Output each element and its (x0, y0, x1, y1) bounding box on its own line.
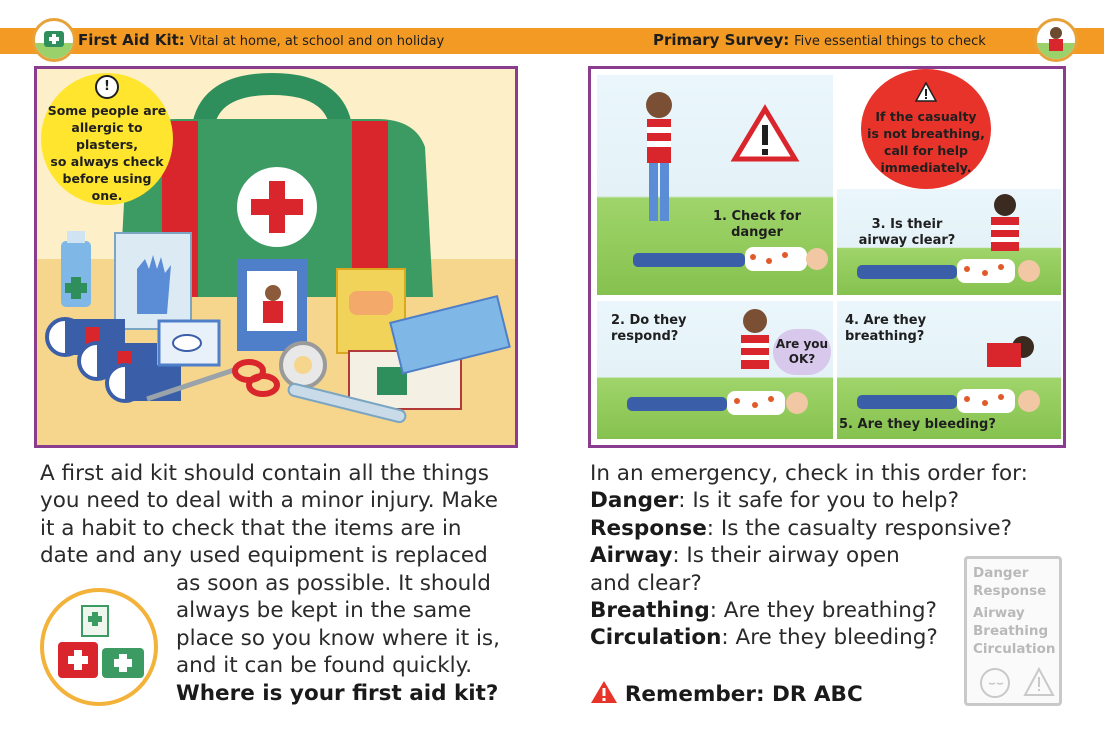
step-2-caption: 2. Do they respond? (611, 313, 687, 344)
header-right-badge-icon (1034, 18, 1078, 62)
call-for-help-line: If the casualty (875, 109, 977, 124)
survey-item-airway: Airway: Is their airway open (590, 543, 900, 569)
paragraph-line: and it can be found quickly. (176, 653, 473, 679)
first-aid-kit-illustration (34, 66, 518, 448)
step-4-caption: 4. Are they breathing? (845, 313, 927, 344)
are-you-ok-speech-bubble: Are you OK? (773, 329, 831, 375)
first-aid-kits-icon (40, 588, 158, 706)
mnemonic-word: Breathing (973, 623, 1049, 639)
allergy-warning-line: one. (91, 187, 123, 203)
first-aid-kit-paragraph-continued (176, 570, 500, 707)
allergy-warning-line: before using (62, 170, 152, 186)
step-2-panel (597, 301, 833, 439)
paragraph-line: always be kept in the same (176, 598, 472, 624)
survey-item-circulation: Circulation: Are they bleeding? (590, 625, 938, 651)
allergy-warning-line: so always check (50, 153, 164, 169)
paragraph-line: as soon as possible. It should (176, 571, 491, 596)
paragraph-line: you need to deal with a minor injury. Make (40, 488, 499, 514)
header-left-title: First Aid Kit: Vital at home, at school and on holiday (78, 31, 445, 49)
step-1-panel (597, 75, 833, 295)
warning-triangle-icon (590, 680, 618, 711)
header-left-badge-icon (32, 18, 76, 62)
call-for-help-line: is not breathing, (867, 126, 985, 141)
paragraph-line: date and any used equipment is replaced (40, 543, 488, 569)
call-for-help-warning-bubble (861, 69, 991, 189)
exclamation-icon: ! (95, 75, 119, 99)
survey-item-danger: Danger: Is it safe for you to help? (590, 488, 959, 514)
survey-item-breathing: Breathing: Are they breathing? (590, 598, 937, 624)
sleeping-child-icon (973, 663, 1057, 701)
mnemonic-word: Circulation (973, 641, 1056, 657)
call-for-help-line: call for help (884, 143, 968, 158)
step-1-caption: 1. Check for danger (713, 209, 801, 240)
kit-question: Where is your first aid kit? (176, 680, 499, 706)
mnemonic-word: Airway (973, 605, 1025, 621)
primary-survey-paragraph (590, 460, 1028, 652)
allergy-warning-line: Some people are (47, 102, 167, 118)
drabc-mnemonic-card (964, 556, 1062, 706)
paragraph-line: place so you know where it is, (176, 625, 500, 651)
step-4-panel (837, 301, 1061, 439)
survey-intro: In an emergency, check in this order for: (590, 461, 1028, 486)
mnemonic-word: Danger (973, 565, 1029, 581)
paragraph-line: A first aid kit should contain all the things (40, 461, 489, 486)
warning-triangle-icon (915, 82, 937, 106)
paragraph-line: it a habit to check that the items are in (40, 515, 462, 541)
primary-survey-illustration (588, 66, 1066, 448)
allergy-warning-bubble (41, 73, 173, 205)
call-for-help-line: immediately. (880, 160, 972, 175)
mnemonic-word: Response (973, 583, 1047, 599)
remember-line: Remember: DR ABC (590, 680, 863, 711)
first-aid-kit-paragraph (40, 460, 498, 570)
survey-item-response: Response: Is the casualty responsive? (590, 515, 1013, 541)
survey-item-airway-continued: and clear? (590, 570, 702, 596)
allergy-warning-line: allergic to plasters, (71, 119, 143, 152)
header-right-title: Primary Survey: Five essential things to check (653, 31, 986, 49)
step-3-panel (837, 189, 1061, 295)
step-5-caption: 5. Are they bleeding? (839, 417, 996, 432)
step-3-caption: 3. Is their airway clear? (858, 217, 956, 248)
